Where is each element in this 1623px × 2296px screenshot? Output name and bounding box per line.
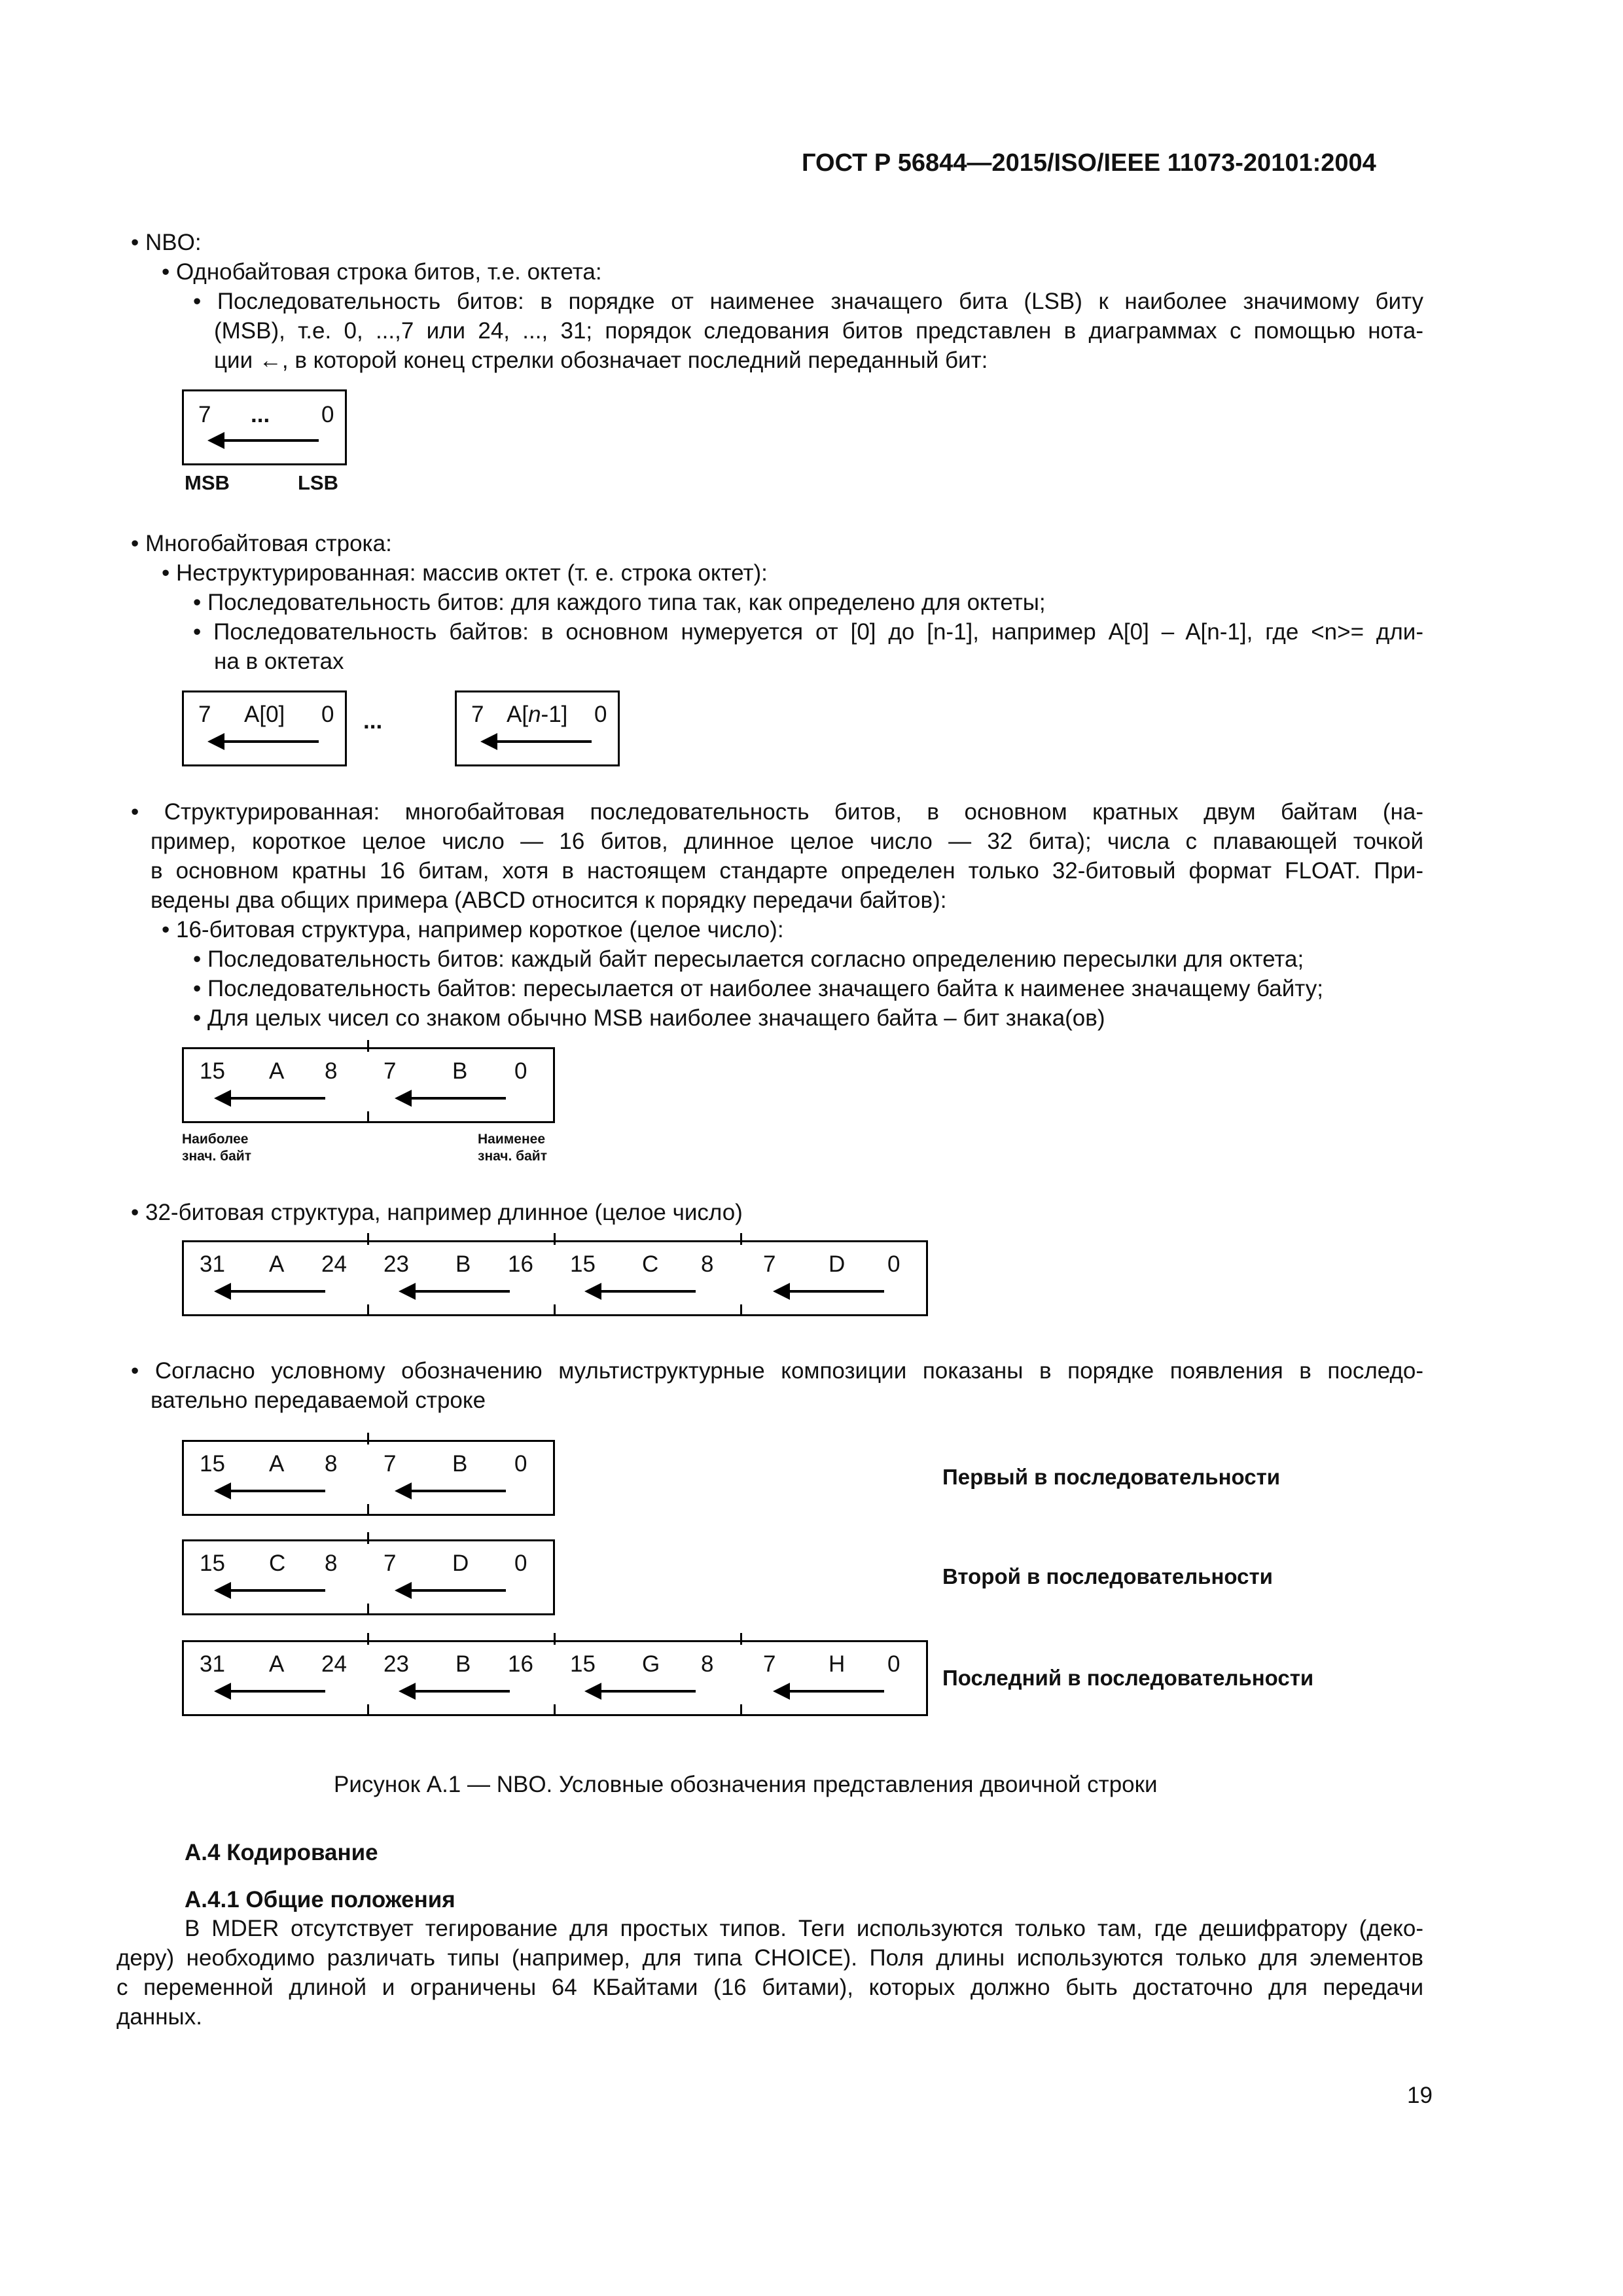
left-arrow-icon xyxy=(773,1681,884,1701)
cell-name: B xyxy=(455,1651,471,1677)
cell-hi: 7 xyxy=(383,1451,397,1477)
byte-tick xyxy=(554,1633,556,1645)
figure-caption: Рисунок А.1 — NBO. Условные обозначения представления двоичной строки xyxy=(334,1772,1158,1797)
lsb-byte-label-2: знач. байт xyxy=(478,1149,547,1164)
cell-lo: 0 xyxy=(514,1551,527,1576)
cell-lo: 0 xyxy=(321,702,334,727)
msb-byte-label-2: знач. байт xyxy=(182,1149,251,1164)
cell-lo: 16 xyxy=(508,1651,533,1677)
byte-tick xyxy=(554,1233,556,1245)
octet-hi: 7 xyxy=(198,402,211,427)
cell-name-post: -1] xyxy=(541,702,568,727)
msb-label: MSB xyxy=(185,471,230,494)
bullet-unstructured: • Неструктурированная: массив октет (т. е. строка октет): xyxy=(162,560,768,586)
diagram-16bit xyxy=(182,1047,555,1123)
byte-tick xyxy=(367,1040,369,1052)
bullet-unstr-bits: • Последовательность битов: для каждого типа так, как определено для октеты; xyxy=(193,590,1046,615)
left-arrow-icon xyxy=(207,431,319,450)
bullet-16bit-sign: • Для целых чисел со знаком обычно MSB наиболее значащего байта – бит знака(ов) xyxy=(193,1005,1105,1031)
lsb-byte-label-1: Наименее xyxy=(478,1132,546,1147)
left-arrow-icon xyxy=(584,1681,696,1701)
bullet-16bit: • 16-битовая структура, например короткое (целое число): xyxy=(162,917,784,942)
section-title: А.4 Кодирование xyxy=(185,1840,378,1865)
cell-lo: 0 xyxy=(514,1451,527,1477)
bullet-16bit-bytes: • Последовательность байтов: пересылается от наиболее значащего байта к наименее значащему байту; xyxy=(193,976,1323,1001)
cell-name: H xyxy=(829,1651,846,1677)
multi-last-diagram xyxy=(182,1640,928,1716)
array-last-cell xyxy=(455,691,620,766)
cell-name: C xyxy=(269,1551,286,1576)
bullet-32bit: • 32-битовая структура, например длинное (целое число) xyxy=(131,1200,743,1225)
structured-line-1: • Структурированная: многобайтовая последовательность битов, в основном кратных двум байтам (на- xyxy=(131,799,1423,825)
array-first-cell xyxy=(182,691,347,766)
cell-hi: 7 xyxy=(383,1551,397,1576)
left-arrow-icon xyxy=(395,1581,506,1600)
left-arrow-icon xyxy=(214,1481,325,1501)
byte-tick xyxy=(367,1504,369,1516)
cell-hi: 23 xyxy=(383,1251,409,1277)
left-arrow-icon xyxy=(773,1282,884,1301)
section-subtitle: А.4.1 Общие положения xyxy=(185,1887,455,1912)
cell-lo: 8 xyxy=(325,1058,338,1084)
cell-hi: 23 xyxy=(383,1651,409,1677)
cell-lo: 8 xyxy=(325,1451,338,1477)
cell-hi: 7 xyxy=(383,1058,397,1084)
multi-second-label: Второй в последовательности xyxy=(942,1564,1273,1588)
multi-first-label: Первый в последовательности xyxy=(942,1465,1281,1489)
cell-name-n: n xyxy=(528,702,541,727)
page-number: 19 xyxy=(1407,2083,1433,2108)
lsb-label: LSB xyxy=(298,471,338,494)
cell-lo: 24 xyxy=(321,1651,347,1677)
array-ellipsis: ... xyxy=(363,708,383,734)
cell-lo: 16 xyxy=(508,1251,533,1277)
left-arrow-icon xyxy=(214,1282,325,1301)
cell-name: D xyxy=(829,1251,846,1277)
byte-tick xyxy=(554,1304,556,1316)
bullet-single-byte: • Однобайтовая строка битов, т.е. октета: xyxy=(162,259,602,285)
cell-hi: 15 xyxy=(570,1251,596,1277)
octet-ellipsis: ... xyxy=(251,402,270,427)
cell-name: C xyxy=(642,1251,659,1277)
cell-lo: 8 xyxy=(701,1251,714,1277)
bullet-unstr-bytes-2: на в октетах xyxy=(214,649,344,674)
cell-name: B xyxy=(455,1251,471,1277)
left-arrow-icon xyxy=(214,1681,325,1701)
cell-name: B xyxy=(452,1451,468,1477)
cell-lo: 0 xyxy=(514,1058,527,1084)
bit-order-line-2: (MSB), т.е. 0, ...,7 или 24, ..., 31; порядок следования битов представлен в диаграммах с помощью нота- xyxy=(214,318,1423,344)
cell-hi: 15 xyxy=(200,1451,225,1477)
cell-hi: 15 xyxy=(200,1058,225,1084)
byte-tick xyxy=(367,1233,369,1245)
structured-line-4: ведены два общих примера (ABCD относится к порядку передачи байтов): xyxy=(151,888,947,913)
left-arrow-icon xyxy=(207,732,319,751)
cell-hi: 31 xyxy=(200,1651,225,1677)
multi-second-diagram xyxy=(182,1539,555,1615)
left-arrow-icon xyxy=(214,1088,325,1108)
byte-tick xyxy=(367,1532,369,1544)
structured-line-3: в основном кратны 16 битам, хотя в настоящем стандарте определен только 32-битовый формат FLOAT. При- xyxy=(151,858,1423,884)
cell-hi: 7 xyxy=(763,1651,776,1677)
left-arrow-icon xyxy=(214,1581,325,1600)
cell-lo: 24 xyxy=(321,1251,347,1277)
cell-hi: 15 xyxy=(570,1651,596,1677)
bullet-16bit-bits: • Последовательность битов: каждый байт пересылается согласно определению пересылки для октета; xyxy=(193,946,1304,972)
multi-first-diagram xyxy=(182,1440,555,1516)
bullet-multi-byte: • Многобайтовая строка: xyxy=(131,531,392,556)
byte-tick xyxy=(367,1111,369,1123)
convention-line-2: вательно передаваемой строке xyxy=(151,1388,486,1413)
cell-hi: 15 xyxy=(200,1551,225,1576)
convention-line-1: • Согласно условному обозначению мультиструктурные композиции показаны в порядке появления в последо- xyxy=(131,1358,1423,1384)
octet-diagram xyxy=(182,389,347,465)
diagram-32bit xyxy=(182,1240,928,1316)
left-arrow-icon xyxy=(399,1681,510,1701)
cell-name: A xyxy=(269,1651,285,1677)
cell-hi: 7 xyxy=(198,702,211,727)
msb-byte-label-1: Наиболее xyxy=(182,1132,249,1147)
document-header: ГОСТ Р 56844—2015/ISO/IEEE 11073-20101:2004 xyxy=(802,149,1376,177)
byte-tick xyxy=(554,1704,556,1716)
left-arrow-icon xyxy=(584,1282,696,1301)
left-arrow-icon xyxy=(480,732,592,751)
cell-hi: 7 xyxy=(763,1251,776,1277)
section-para-line-2: деру) необходимо различать типы (например, для типа CHOICE). Поля длины используются только для элементов xyxy=(116,1945,1423,1971)
cell-name-pre: A[ xyxy=(507,702,529,727)
cell-hi: 7 xyxy=(471,702,484,727)
byte-tick xyxy=(740,1233,742,1245)
multi-last-label: Последний в последовательности xyxy=(942,1666,1314,1690)
left-arrow-icon xyxy=(395,1481,506,1501)
cell-name: A xyxy=(269,1058,285,1084)
cell-name xyxy=(507,702,567,728)
section-para-line-1: В MDER отсутствует тегирование для простых типов. Теги используются только там, где дешифратору (деко- xyxy=(185,1916,1423,1941)
bullet-nbo: • NBO: xyxy=(131,230,202,255)
byte-tick xyxy=(367,1604,369,1615)
byte-tick xyxy=(367,1304,369,1316)
cell-hi: 31 xyxy=(200,1251,225,1277)
byte-tick xyxy=(740,1704,742,1716)
structured-line-2: пример, короткое целое число — 16 битов, длинное целое число — 32 бита); числа с плавающей точкой xyxy=(151,829,1423,854)
section-para-line-4: данных. xyxy=(116,2004,202,2030)
byte-tick xyxy=(740,1633,742,1645)
cell-lo: 0 xyxy=(594,702,607,727)
byte-tick xyxy=(367,1704,369,1716)
byte-tick xyxy=(740,1304,742,1316)
bit-order-line-3: ции ←, в которой конец стрелки обозначает последний переданный бит: xyxy=(214,348,988,373)
left-arrow-icon xyxy=(399,1282,510,1301)
byte-tick xyxy=(367,1433,369,1444)
cell-name: G xyxy=(642,1651,660,1677)
cell-name: A xyxy=(269,1451,285,1477)
cell-name: A[0] xyxy=(244,702,285,727)
cell-lo: 8 xyxy=(325,1551,338,1576)
octet-lo: 0 xyxy=(321,402,334,427)
cell-name: A xyxy=(269,1251,285,1277)
left-arrow-icon xyxy=(395,1088,506,1108)
cell-name: D xyxy=(452,1551,469,1576)
cell-lo: 8 xyxy=(701,1651,714,1677)
cell-lo: 0 xyxy=(887,1651,901,1677)
bit-order-line-1: • Последовательность битов: в порядке от наименее значащего бита (LSB) к наиболее значимому биту xyxy=(193,289,1423,314)
cell-lo: 0 xyxy=(887,1251,901,1277)
section-para-line-3: с переменной длиной и ограничены 64 КБайтами (16 битами), которых должно быть достаточно для передачи xyxy=(116,1975,1423,2000)
bullet-unstr-bytes-1: • Последовательность байтов: в основном нумеруется от [0] до [n-1], например A[0] – A[n-1], где <n>= дли- xyxy=(193,619,1423,645)
cell-name: B xyxy=(452,1058,468,1084)
byte-tick xyxy=(367,1633,369,1645)
